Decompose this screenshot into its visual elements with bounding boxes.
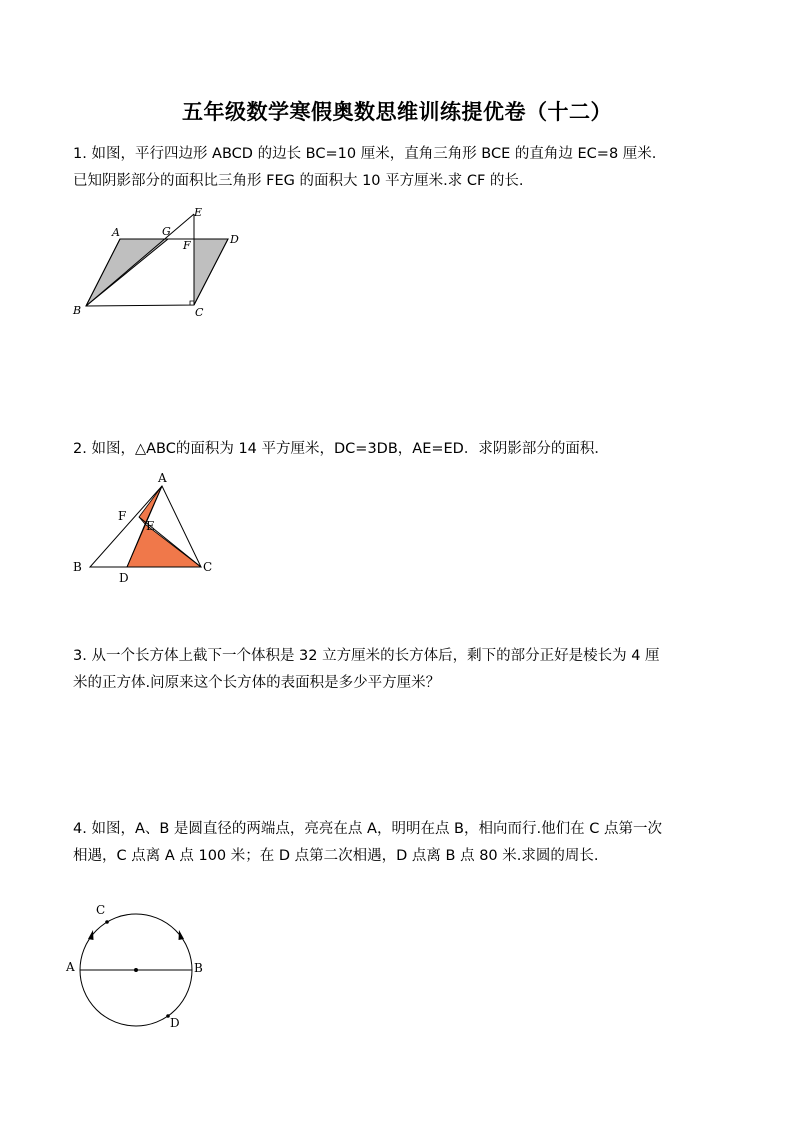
label-G: G — [162, 225, 171, 238]
question-4-text — [73, 816, 733, 870]
question-line: 已知阴影部分的面积比三角形 FEG 的面积大 10 平方厘米.求 CF 的长. — [73, 173, 524, 189]
shaded-triangle-EDC — [127, 524, 201, 567]
label-F: F — [183, 239, 191, 252]
question-line: 相遇，C 点离 A 点 100 米；在 D 点第二次相遇，D 点离 B 点 80 米.求圆的周长. — [73, 848, 599, 864]
question-line: 4. 如图，A、B 是圆直径的两端点，亮亮在点 A，明明在点 B，相向而行.他们在 C 点第一次 — [73, 821, 662, 837]
question-1-text — [73, 141, 733, 195]
question-line: 3. 从一个长方体上截下一个体积是 32 立方厘米的长方体后，剩下的部分正好是棱长为 4 厘 — [73, 648, 660, 664]
label-D: D — [170, 1016, 180, 1030]
label-F: F — [118, 509, 127, 523]
label-A: A — [158, 471, 167, 485]
question-line: 2. 如图，△ABC的面积为 14 平方厘米，DC=3DB，AE=ED．求阴影部分的面积． — [73, 441, 609, 457]
label-C: C — [203, 560, 213, 574]
label-E: E — [194, 206, 203, 219]
question-line: 1. 如图，平行四边形 ABCD 的边长 BC=10 厘米，直角三角形 BCE 的直角边 EC=8 厘米. — [73, 146, 657, 162]
figure-parallelogram — [60, 200, 260, 320]
question-2-text — [73, 436, 733, 463]
line-BE — [86, 214, 194, 306]
label-E: E — [146, 519, 155, 533]
point-C — [105, 920, 109, 924]
arrow-left-icon — [88, 930, 94, 940]
label-B: B — [73, 304, 82, 317]
figure-triangle — [66, 468, 226, 588]
label-B: B — [194, 961, 203, 975]
center-point — [134, 968, 138, 972]
right-angle-mark — [190, 301, 194, 305]
label-D: D — [119, 571, 129, 585]
label-D: D — [230, 233, 239, 246]
page-title: 五年级数学寒假奥数思维训练提优卷（十二） — [182, 99, 612, 124]
label-C: C — [195, 306, 204, 319]
question-3-text — [73, 643, 733, 697]
label-B: B — [73, 560, 82, 574]
arrow-right-icon — [179, 930, 185, 940]
label-C: C — [96, 903, 106, 917]
label-A: A — [66, 960, 75, 974]
label-A: A — [112, 226, 120, 239]
figure-circle — [60, 896, 220, 1036]
question-line: 米的正方体.问原来这个长方体的表面积是多少平方厘米？ — [73, 675, 441, 691]
